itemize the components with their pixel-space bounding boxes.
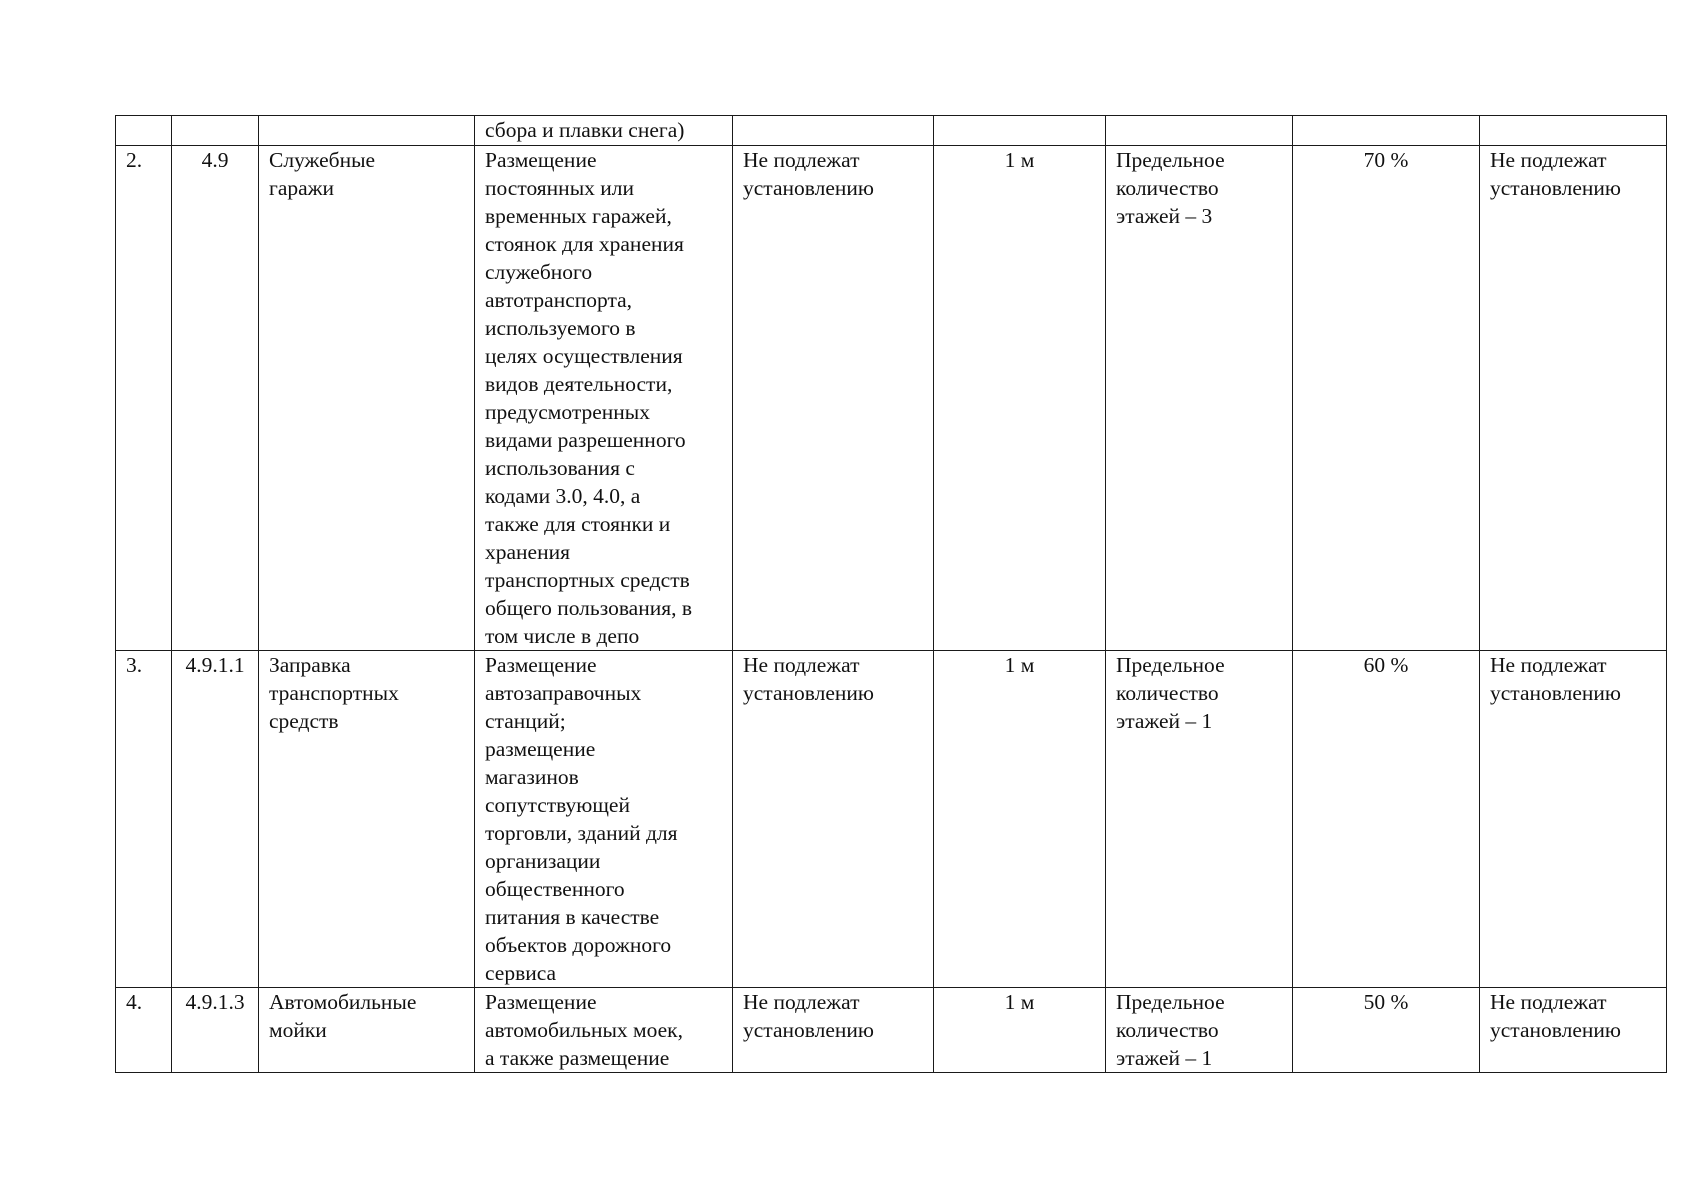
use-description-cell: сбора и плавки снега) bbox=[475, 116, 733, 146]
other-params-cell: Не подлежат установлению bbox=[1480, 651, 1667, 988]
table-row bbox=[116, 116, 1667, 146]
setback-cell: 1 м bbox=[934, 988, 1106, 1073]
use-code-cell: 4.9.1.3 bbox=[172, 988, 259, 1073]
other-params-cell bbox=[1480, 116, 1667, 146]
use-description-cell: Размещение автозаправочных станций; размещение магазинов сопутствующей торговли, зданий для организации общественного питания в качестве объектов дорожного сервиса bbox=[475, 651, 733, 988]
other-params-cell: Не подлежат установлению bbox=[1480, 146, 1667, 651]
floors-cell: Предельное количество этажей – 1 bbox=[1106, 651, 1293, 988]
use-code-cell: 4.9 bbox=[172, 146, 259, 651]
row-number-cell: 3. bbox=[116, 651, 172, 988]
floors-cell: Предельное количество этажей – 1 bbox=[1106, 988, 1293, 1073]
use-name-cell: Заправка транспортных средств bbox=[259, 651, 475, 988]
coverage-cell: 60 % bbox=[1293, 651, 1480, 988]
table-row bbox=[116, 651, 1667, 988]
use-code-cell: 4.9.1.1 bbox=[172, 651, 259, 988]
floors-cell bbox=[1106, 116, 1293, 146]
use-name-cell: Служебные гаражи bbox=[259, 146, 475, 651]
row-number-cell: 2. bbox=[116, 146, 172, 651]
use-name-cell bbox=[259, 116, 475, 146]
use-code-cell bbox=[172, 116, 259, 146]
coverage-cell: 50 % bbox=[1293, 988, 1480, 1073]
floors-cell: Предельное количество этажей – 3 bbox=[1106, 146, 1293, 651]
land-use-table bbox=[115, 115, 1667, 1073]
table-row bbox=[116, 988, 1667, 1073]
min-area-cell: Не подлежат установлению bbox=[733, 146, 934, 651]
use-name-cell: Автомобильные мойки bbox=[259, 988, 475, 1073]
coverage-cell bbox=[1293, 116, 1480, 146]
use-description-cell: Размещение постоянных или временных гаражей, стоянок для хранения служебного автотранспорта, используемого в целях осуществления видов деятельности, предусмотренных видами разрешенного использования с кодами 3.0, 4.0, а также для стоянки и хранения транспортных средств общего пользования, в том числе в депо bbox=[475, 146, 733, 651]
row-number-cell: 4. bbox=[116, 988, 172, 1073]
min-area-cell: Не подлежат установлению bbox=[733, 651, 934, 988]
setback-cell: 1 м bbox=[934, 146, 1106, 651]
min-area-cell bbox=[733, 116, 934, 146]
table-row bbox=[116, 146, 1667, 651]
setback-cell bbox=[934, 116, 1106, 146]
min-area-cell: Не подлежат установлению bbox=[733, 988, 934, 1073]
use-description-cell: Размещение автомобильных моек, а также размещение bbox=[475, 988, 733, 1073]
row-number-cell bbox=[116, 116, 172, 146]
setback-cell: 1 м bbox=[934, 651, 1106, 988]
coverage-cell: 70 % bbox=[1293, 146, 1480, 651]
other-params-cell: Не подлежат установлению bbox=[1480, 988, 1667, 1073]
